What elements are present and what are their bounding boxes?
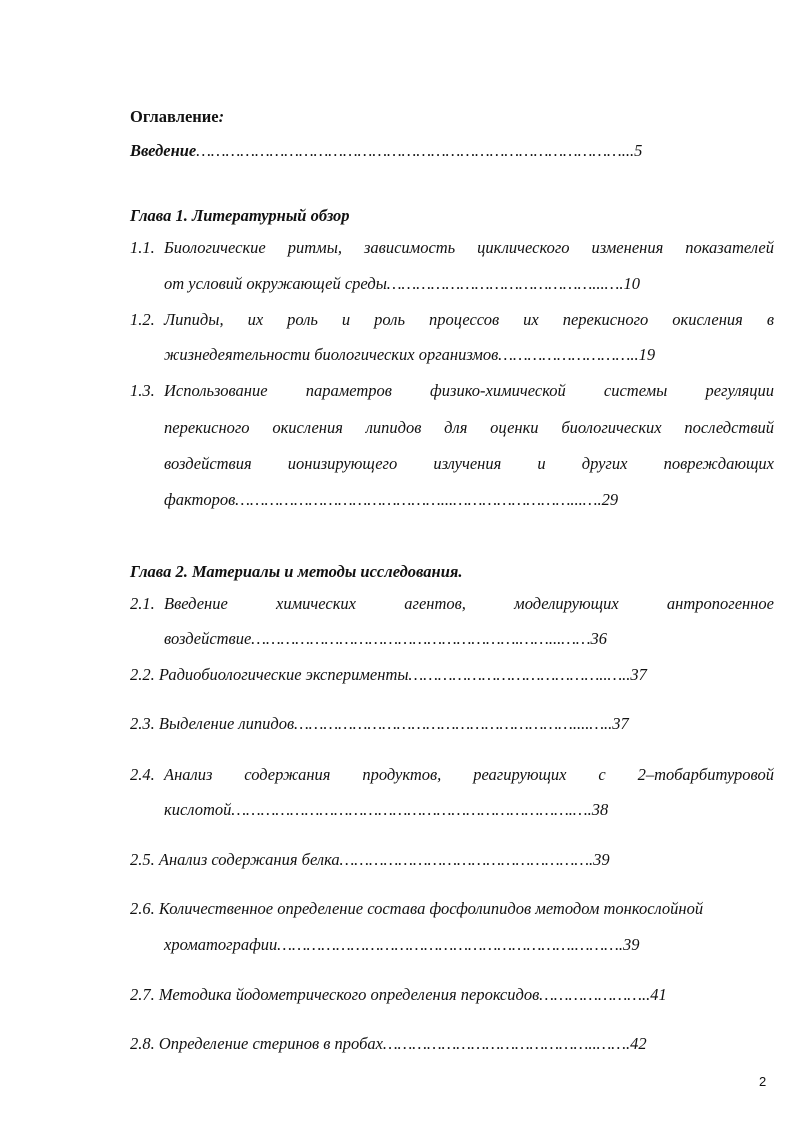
page-number: 2 [759, 1074, 767, 1089]
s1-2-num: 1.2. [130, 310, 155, 329]
s2-3-entry: 2.3. Выделение липидов…………………………………………………....…..37 [130, 714, 629, 733]
s2-4-line2: кислотой…………………………………………………………….….38 [164, 800, 609, 819]
s2-6-line2: хроматографии…………………………………………………….……….39 [164, 935, 640, 954]
chapter2-title: Глава 2. Материалы и методы исследования. [130, 562, 463, 581]
s1-1-line1: Биологические ритмы, зависимость циклического изменения показателей [164, 238, 774, 257]
intro-dots: ……………………………………………………………………………... [196, 141, 635, 160]
s2-1-num: 2.1. [130, 594, 155, 613]
intro-page: 5 [634, 141, 643, 160]
s2-6-line1: 2.6. Количественное определение состава фосфолипидов методом тонкослойной [130, 899, 704, 918]
s2-1-line2: воздействие……………………………………………….……...……36 [164, 629, 608, 648]
s1-1-line2: от условий окружающей среды……………………………………...….10 [164, 274, 640, 293]
s1-2-line1: Липиды, их роль и роль процессов их перекисного окисления в [164, 310, 774, 329]
s2-8-entry: 2.8. Определение стеринов в пробах……………………………………..…….42 [130, 1034, 647, 1053]
s2-1-line1: Введение химических агентов, моделирующих антропогенное [164, 594, 774, 613]
s1-3-num: 1.3. [130, 381, 155, 400]
s1-1-num: 1.1. [130, 238, 155, 257]
intro-title: Введение [130, 141, 197, 160]
s1-3-line3: воздействия ионизирующего излучения и других повреждающих [164, 454, 774, 473]
toc-entry-intro [130, 141, 770, 161]
toc-heading [130, 107, 224, 127]
toc-heading-text: Оглавление [130, 107, 219, 126]
s1-3-line2: перекисного окисления липидов для оценки биологических последствий [164, 418, 774, 437]
s2-4-num: 2.4. [130, 765, 155, 784]
s1-3-line1: Использование параметров физико-химической системы регуляции [164, 381, 774, 400]
s1-2-line2: жизнедеятельности биологических организмов………………………..19 [164, 345, 656, 364]
s2-2-entry: 2.2. Радиобиологические эксперименты…………………………………..…..37 [130, 665, 647, 684]
s2-5-entry: 2.5. Анализ содержания белка…………………………………………….39 [130, 850, 610, 869]
toc-heading-colon: : [218, 107, 225, 126]
s1-3-line4: факторов……………………………………...……………………...….29 [164, 490, 619, 509]
s2-4-line1: Анализ содержания продуктов, реагирующих с 2–тобарбитуровой [164, 765, 774, 784]
chapter1-title: Глава 1. Литературный обзор [130, 206, 350, 225]
s2-7-entry: 2.7. Методика йодометрического определения пероксидов…………………..41 [130, 985, 667, 1004]
